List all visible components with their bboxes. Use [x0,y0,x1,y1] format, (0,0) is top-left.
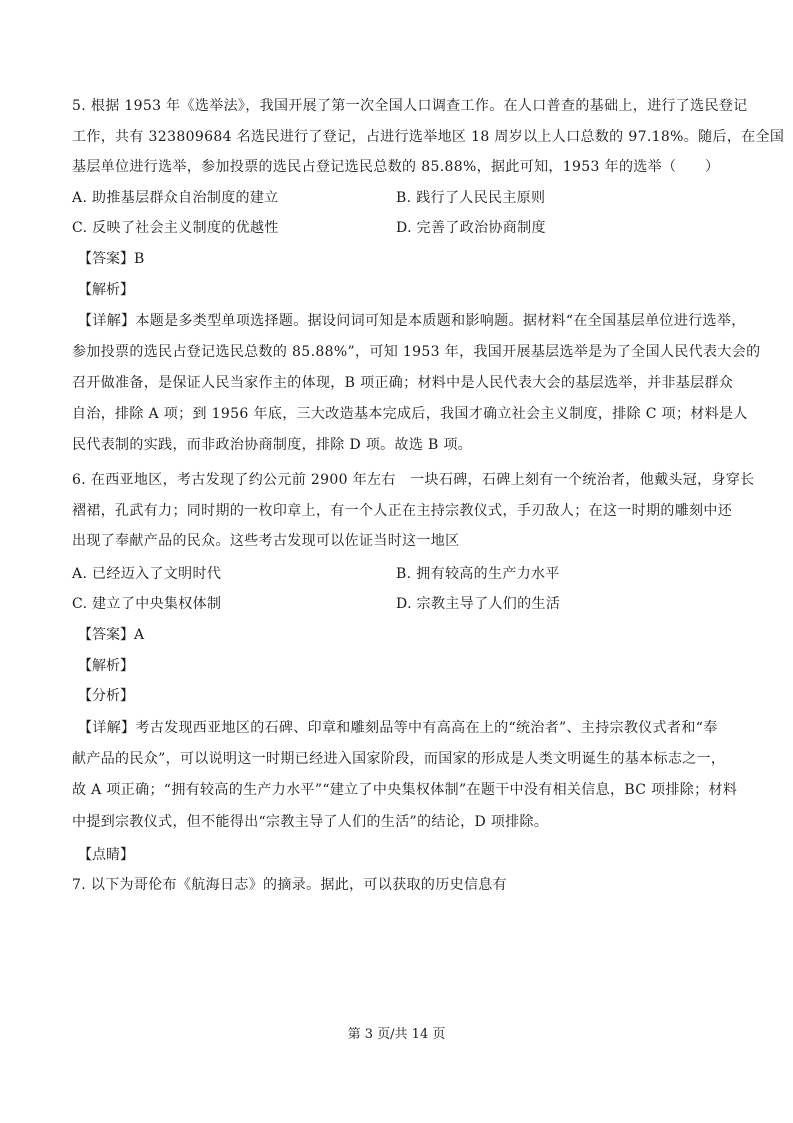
q5-detail-line: 民代表制的实践，而非政治协商制度，排除 D 项。故选 B 项。 [72,437,473,453]
q6-stem-line: 6. 在西亚地区，考古发现了约公元前 2900 年左右 一块石碑，石碑上刻有一个统治者，他戴头冠，身穿长 [72,472,755,488]
q5-stem-line: 工作，共有 323809684 名选民进行了登记，占进行选举地区 18 周岁以上人口总数的 97.18%。随后，在全国 [72,129,785,145]
q5-detail-line: 召开做准备，是保证人民当家作主的体现，B 项正确；材料中是人民代表大会的基层选举，并非基层群众 [72,375,734,391]
q5-analysis-heading: 【解析】 [78,282,134,298]
page-number-footer: 第 3 页/共 14 页 [347,1027,446,1042]
q5-options-row-2 [72,218,732,238]
q6-option-c: C. 建立了中央集权体制 [72,596,222,612]
q6-option-b: B. 拥有较高的生产力水平 [396,566,560,582]
q6-detail-line: 故 A 项正确；“拥有较高的生产力水平”“建立了中央集权体制”在题干中没有相关信息，BC 项排除；材料 [72,782,738,798]
q6-detail-line: 献产品的民众”，可以说明这一时期已经进入国家阶段，而国家的形成是人类文明诞生的基本标志之一， [72,751,726,767]
q5-detail-line: 参加投票的选民占登记选民总数的 85.88%”，可知 1953 年，我国开展基层选举是为了全国人民代表大会的 [72,344,761,360]
q6-dianjing-heading: 【点睛】 [78,847,134,863]
q6-detail-line: 【详解】考古发现西亚地区的石碑、印章和雕刻品等中有高高在上的“统治者”、主持宗教仪式者和“奉 [78,720,718,736]
q5-stem-line: 5. 根据 1953 年《选举法》，我国开展了第一次全国人口调查工作。在人口普查的基础上，进行了选民登记 [72,98,748,114]
q6-stem-line: 出现了奉献产品的民众。这些考古发现可以佐证当时这一地区 [72,533,460,549]
q6-answer: 【答案】A [78,627,145,643]
q5-option-a: A. 助推基层群众自治制度的建立 [72,190,279,206]
q6-stem-line: 褶裙，孔武有力；同时期的一枚印章上，有一个人正在主持宗教仪式，手刃敌人；在这一时期的雕刻中还 [72,503,733,519]
q6-detail-line: 中提到宗教仪式，但不能得出“宗教主导了人们的生活”的结论，D 项排除。 [72,814,549,830]
q5-option-c: C. 反映了社会主义制度的优越性 [72,220,279,236]
q5-options-row-1 [72,188,732,208]
q5-detail-line: 【详解】本题是多类型单项选择题。据设问词可知是本质题和影响题。据材料“在全国基层单位进行选举， [78,313,746,329]
q5-answer: 【答案】B [78,251,145,267]
q6-fenxi-heading: 【分析】 [78,688,134,704]
q6-options-row-1 [72,564,732,584]
q6-options-row-2 [72,594,732,614]
q5-option-b: B. 践行了人民民主原则 [396,190,546,206]
q6-option-a: A. 已经迈入了文明时代 [72,566,222,582]
q5-stem-line: 基层单位进行选举，参加投票的选民占登记选民总数的 85.88%，据此可知，1953 年的选举（ ） [72,159,720,175]
q7-stem: 7. 以下为哥伦布《航海日志》的摘录。据此，可以获取的历史信息有 [72,877,508,893]
q5-detail-line: 自治，排除 A 项；到 1956 年底，三大改造基本完成后，我国才确立社会主义制度，排除 C 项；材料是人 [72,406,748,422]
q6-option-d: D. 宗教主导了人们的生活 [396,596,561,612]
q6-analysis-heading: 【解析】 [78,658,134,674]
q5-option-d: D. 完善了政治协商制度 [396,220,546,236]
